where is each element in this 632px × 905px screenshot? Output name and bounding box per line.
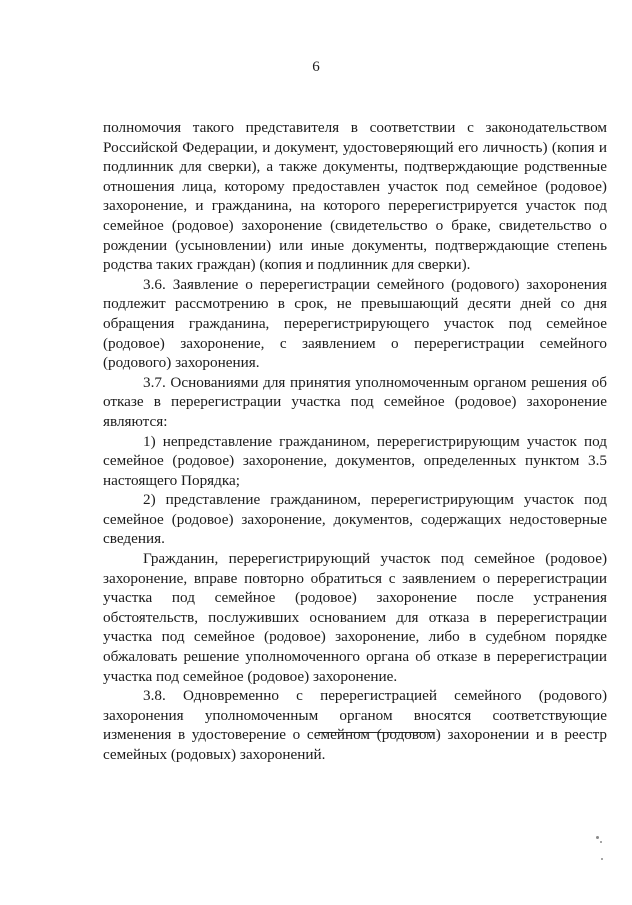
scan-speck: [601, 858, 603, 860]
paragraph-3-8: 3.8. Одновременно с перерегистрацией семейного (родового) захоронения уполномоченным органом вносятся соответствующие изменения в удостоверение о семейном (родовом) захоронении и в реестр семейных (родовых) захоронений.: [103, 687, 607, 763]
paragraph-re-application: Гражданин, перерегистрирующий участок под семейное (родовое) захоронение, вправе повторно обратиться с заявлением о перерегистрации участка под семейное (родовое) захоронение после устранения обстоятельств, послуживших основанием для отказа в перерегистрации участка под семейное (родовое) захоронение, либо в судебном порядке обжаловать решение уполномоченного органа об отказе в перерегистрации участка под семейное (родовое) захоронение.: [103, 550, 607, 685]
paragraph-3-7: 3.7. Основаниями для принятия уполномоченным органом решения об отказе в перерегистрации участка под семейное (родовое) захоронение являются:: [103, 373, 607, 430]
paragraph-3-6: 3.6. Заявление о перерегистрации семейного (родового) захоронения подлежит рассмотрению в срок, не превышающий десяти дней со дня обращения гражданина, перерегистрирующего участок под семейное (родовое) захоронение, с заявлением о перерегистрации семейного (родового) захоронения.: [103, 275, 607, 372]
paragraph-continuation: полномочия такого представителя в соответствии с законодательством Российской Федерации, и документ, удостоверяющий его личность) (копия и подлинник для сверки), а также документы, подтверждающие родственные отношения лица, которому предоставлен участок под семейное (родовое) захоронение, и гражданина, на которого перерегистрируется участок под семейное (родовое) захоронение (свидетельство о браке, свидетельство о рождении (усыновлении) или иные документы, подтверждающие степень родства таких граждан) (копия и подлинник для сверки).: [103, 119, 607, 274]
document-body: [103, 118, 607, 765]
scan-speck: [600, 841, 602, 843]
scan-speck: [596, 836, 599, 839]
page-number: 6: [312, 59, 320, 75]
list-item-2: 2) представление гражданином, перерегистрирующим участок под семейное (родовое) захоронение, документов, содержащих недостоверные сведения.: [103, 491, 607, 548]
end-of-text-line: [318, 732, 433, 733]
list-item-1: 1) непредставление гражданином, перерегистрирующим участок под семейное (родовое) захоронение, документов, определенных пунктом 3.5 настоящего Порядка;: [103, 432, 607, 489]
